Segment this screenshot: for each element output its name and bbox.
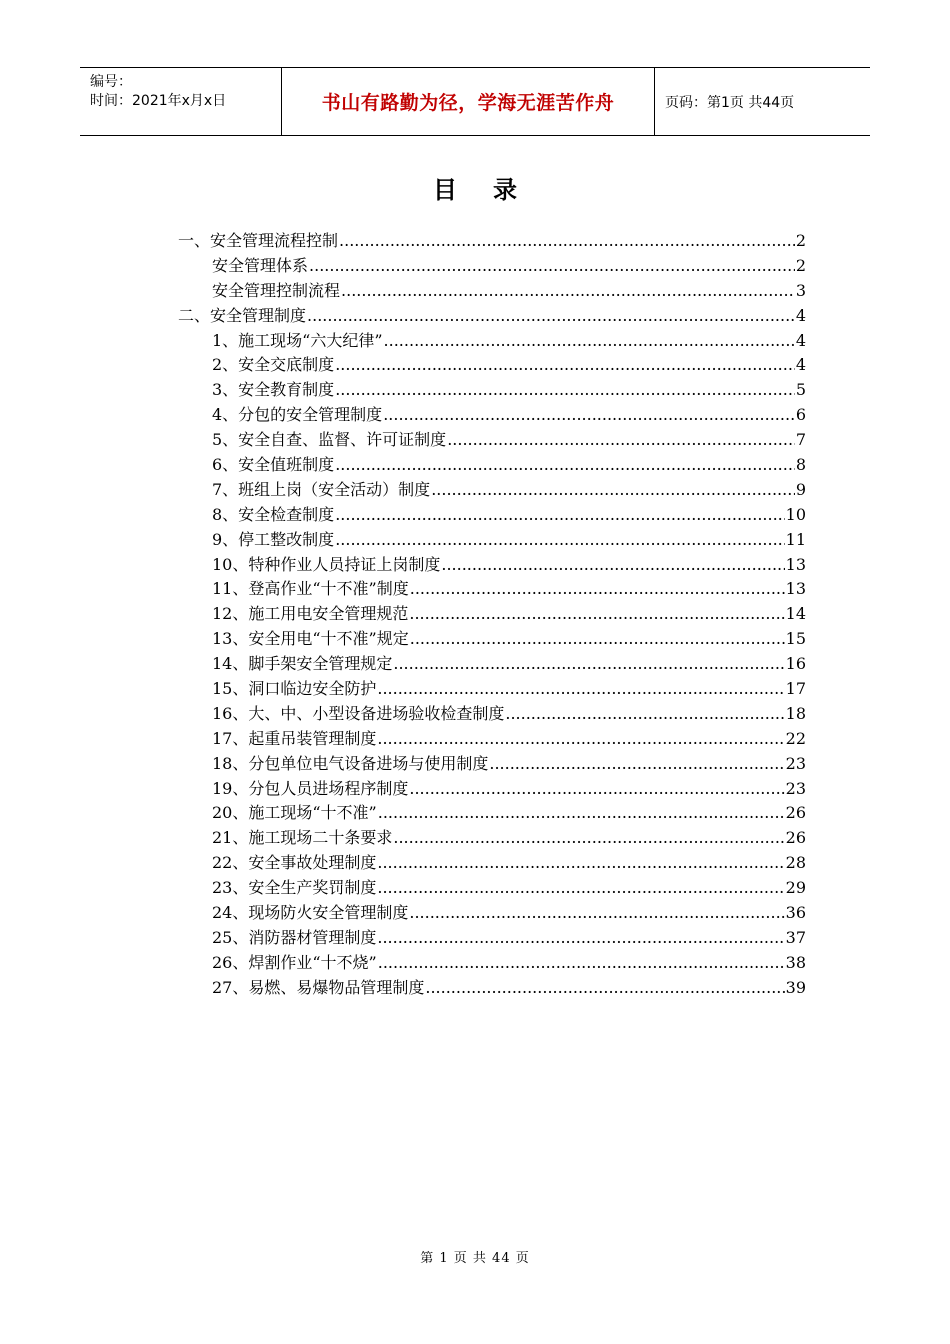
toc-leader-dots: [393, 826, 784, 851]
toc-entry-page: 2: [795, 231, 806, 250]
toc-entry-label: 22、安全事故处理制度: [212, 853, 377, 873]
toc-entry[interactable]: [178, 503, 806, 528]
toc-leader-dots: [377, 677, 784, 702]
toc-entry-page: 8: [795, 455, 806, 475]
toc-entry-label: 12、施工用电安全管理规范: [212, 604, 409, 624]
toc-entry-label: 17、起重吊装管理制度: [212, 728, 377, 748]
toc-entry-page: 23: [785, 753, 806, 773]
toc-leader-dots: [409, 777, 784, 802]
toc-leader-dots: [384, 329, 795, 354]
toc-leader-dots: [377, 876, 784, 901]
toc-entry-page: 39: [785, 977, 806, 997]
toc-leader-dots: [409, 901, 784, 926]
page-header: [80, 67, 870, 136]
toc-entry-page: 2: [795, 255, 806, 275]
toc-leader-dots: [378, 951, 785, 976]
toc-entry-label: 2、安全交底制度: [212, 355, 335, 375]
page-footer: 第 1 页 共 44 页: [420, 1251, 530, 1266]
header-page-info: 页码：第1页 共44页: [665, 94, 795, 111]
toc-entry-label: 二、安全管理制度: [178, 305, 307, 325]
toc-entry-page: 22: [785, 728, 806, 748]
toc-entry[interactable]: [178, 752, 806, 777]
toc-entry[interactable]: [178, 627, 806, 652]
toc-entry-page: 14: [785, 604, 806, 624]
toc-entry-label: 23、安全生产奖罚制度: [212, 878, 377, 898]
toc-entry[interactable]: [178, 304, 806, 329]
toc-entry[interactable]: [178, 378, 806, 403]
toc-entry-page: 11: [785, 529, 806, 549]
toc-entry[interactable]: [178, 428, 806, 453]
toc-entry-label: 21、施工现场二十条要求: [212, 828, 393, 848]
toc-entry-label: 24、现场防火安全管理制度: [212, 903, 409, 923]
toc-entry-page: 4: [795, 330, 806, 350]
toc-entry[interactable]: [178, 677, 806, 702]
toc-entry-page: 10: [785, 504, 806, 524]
page-title: 目录: [433, 176, 553, 204]
toc-entry[interactable]: [178, 577, 806, 602]
toc-entry-label: 20、施工现场“十不准”: [212, 803, 377, 823]
toc-entry-page: 5: [795, 380, 806, 400]
toc-entry[interactable]: [178, 478, 806, 503]
toc-entry[interactable]: [178, 453, 806, 478]
toc-entry[interactable]: [178, 702, 806, 727]
toc-entry-page: 13: [785, 554, 806, 574]
toc-leader-dots: [335, 378, 795, 403]
toc-entry[interactable]: [178, 279, 806, 304]
toc-entry-page: 6: [795, 405, 806, 425]
toc-entry-page: 36: [785, 903, 806, 923]
toc-entry-label: 7、班组上岗（安全活动）制度: [212, 479, 431, 499]
toc-leader-dots: [410, 577, 785, 602]
toc-entry-page: 26: [785, 828, 806, 848]
toc-entry-label: 27、易燃、易爆物品管理制度: [212, 977, 425, 997]
toc-entry[interactable]: [178, 851, 806, 876]
toc-leader-dots: [335, 453, 795, 478]
toc-leader-dots: [505, 702, 784, 727]
toc-entry-page: 23: [785, 778, 806, 798]
toc-entry-label: 安全管理控制流程: [212, 280, 341, 300]
toc-entry-label: 10、特种作业人员持证上岗制度: [212, 554, 441, 574]
toc-entry-label: 25、消防器材管理制度: [212, 927, 377, 947]
toc-entry[interactable]: [178, 553, 806, 578]
toc-entry-label: 11、登高作业“十不准”制度: [212, 579, 409, 599]
toc-entry[interactable]: [178, 727, 806, 752]
toc-entry-label: 3、安全教育制度: [212, 380, 335, 400]
table-of-contents: [178, 229, 806, 1001]
toc-entry[interactable]: [178, 229, 806, 254]
toc-entry-page: 4: [795, 305, 806, 325]
toc-leader-dots: [410, 627, 785, 652]
toc-leader-dots: [335, 353, 795, 378]
toc-entry[interactable]: [178, 777, 806, 802]
toc-entry-page: 29: [785, 878, 806, 898]
toc-entry-label: 一、安全管理流程控制: [178, 231, 339, 250]
toc-entry-page: 17: [785, 679, 806, 699]
toc-entry[interactable]: [178, 403, 806, 428]
toc-entry[interactable]: [178, 826, 806, 851]
toc-entry[interactable]: [178, 926, 806, 951]
toc-entry[interactable]: [178, 254, 806, 279]
toc-entry-label: 19、分包人员进场程序制度: [212, 778, 409, 798]
toc-leader-dots: [489, 752, 784, 777]
toc-entry[interactable]: [178, 901, 806, 926]
toc-entry-label: 14、脚手架安全管理规定: [212, 654, 393, 674]
toc-entry-page: 4: [795, 355, 806, 375]
toc-entry-page: 16: [785, 654, 806, 674]
toc-entry-page: 9: [795, 479, 806, 499]
toc-entry-label: 18、分包单位电气设备进场与使用制度: [212, 753, 489, 773]
toc-entry-page: 38: [785, 952, 806, 972]
toc-entry-label: 16、大、中、小型设备进场验收检查制度: [212, 703, 505, 723]
header-motto: 书山有路勤为径，学海无涯苦作舟: [282, 68, 655, 135]
toc-leader-dots: [339, 229, 795, 254]
toc-leader-dots: [377, 926, 784, 951]
toc-entry-label: 安全管理体系: [212, 255, 309, 275]
toc-entry-page: 3: [795, 280, 806, 300]
toc-leader-dots: [425, 976, 784, 1001]
toc-leader-dots: [309, 254, 795, 279]
toc-leader-dots: [335, 503, 784, 528]
toc-leader-dots: [335, 528, 784, 553]
toc-leader-dots: [341, 279, 795, 304]
toc-leader-dots: [447, 428, 795, 453]
toc-leader-dots: [377, 851, 784, 876]
toc-entry[interactable]: [178, 602, 806, 627]
toc-entry-label: 6、安全值班制度: [212, 455, 335, 475]
toc-leader-dots: [377, 727, 784, 752]
toc-entry[interactable]: [178, 528, 806, 553]
header-meta: [80, 68, 282, 135]
toc-entry-page: 15: [785, 629, 806, 649]
toc-entry-page: 37: [785, 927, 806, 947]
toc-entry-label: 9、停工整改制度: [212, 529, 335, 549]
toc-entry-page: 13: [785, 579, 806, 599]
toc-leader-dots: [393, 652, 784, 677]
toc-entry-label: 15、洞口临边安全防护: [212, 679, 377, 699]
toc-leader-dots: [378, 801, 785, 826]
toc-entry-page: 26: [785, 803, 806, 823]
toc-leader-dots: [409, 602, 784, 627]
toc-entry[interactable]: [178, 951, 806, 976]
toc-entry[interactable]: [178, 876, 806, 901]
toc-entry-label: 5、安全自查、监督、许可证制度: [212, 430, 447, 450]
toc-leader-dots: [441, 553, 784, 578]
toc-entry[interactable]: [178, 329, 806, 354]
toc-leader-dots: [431, 478, 795, 503]
toc-leader-dots: [307, 304, 795, 329]
toc-entry-page: 7: [795, 430, 806, 450]
toc-entry[interactable]: [178, 652, 806, 677]
toc-entry[interactable]: [178, 801, 806, 826]
toc-entry-page: 28: [785, 853, 806, 873]
code-label: 编号：: [90, 74, 132, 90]
toc-entry-page: 18: [785, 703, 806, 723]
time-label: 时间：2021年x月x日: [90, 93, 227, 109]
toc-entry[interactable]: [178, 976, 806, 1001]
toc-entry-label: 1、施工现场“六大纪律”: [212, 330, 383, 350]
toc-entry[interactable]: [178, 353, 806, 378]
toc-entry-label: 8、安全检查制度: [212, 504, 335, 524]
toc-leader-dots: [383, 403, 795, 428]
toc-entry-label: 13、安全用电“十不准”规定: [212, 629, 409, 649]
toc-entry-label: 4、分包的安全管理制度: [212, 405, 383, 425]
toc-entry-label: 26、焊割作业“十不烧”: [212, 952, 377, 972]
